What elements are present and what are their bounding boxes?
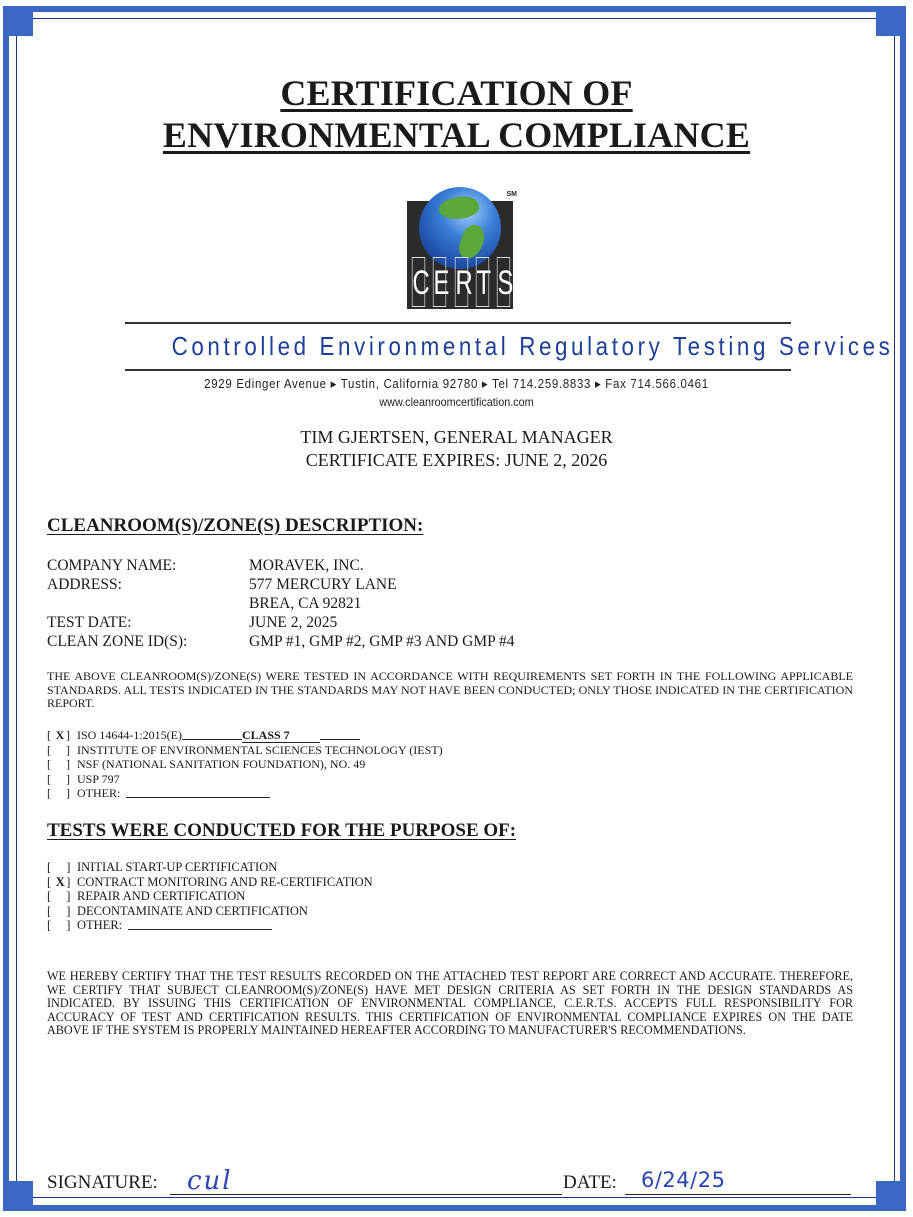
handwritten-date: 6/24/25	[641, 1168, 726, 1192]
field-label: COMPANY NAME:	[47, 557, 177, 574]
other-fill-line	[128, 918, 272, 930]
field-value: 577 MERCURY LANE	[249, 576, 397, 593]
checklist-label: CONTRACT MONITORING AND RE-CERTIFICATION	[77, 874, 373, 889]
checkbox: [ ]	[47, 889, 71, 903]
handwritten-signature: cul	[187, 1166, 233, 1196]
corner-block	[3, 6, 33, 36]
checkbox: [ X ]	[47, 728, 70, 742]
corner-block	[3, 1181, 33, 1211]
check-mark: X	[55, 874, 65, 889]
company-website: www.cleanroomcertification.com	[379, 395, 534, 409]
purpose-checklist	[47, 860, 373, 933]
date-line[interactable]	[625, 1194, 851, 1195]
checklist-item	[47, 904, 373, 919]
checklist-item	[47, 875, 373, 890]
field-row	[47, 556, 515, 575]
checklist-label: INSTITUTE OF ENVIRONMENTAL SCIENCES TECHNOLOGY (IEST)	[77, 743, 443, 758]
standards-paragraph: THE ABOVE CLEANROOM(S)/ZONE(S) WERE TESTED IN ACCORDANCE WITH REQUIREMENTS SET FORTH IN THE FOLLOWING APPLICABLE STANDARDS. ALL TESTS INDICATED IN THE STANDARDS MAY NOT HAVE BEEN CONDUCTED; ONLY THOSE INDICATED IN THE CERTIFICATION REPORT.	[47, 669, 853, 710]
field-label: CLEAN ZONE ID(S):	[47, 633, 188, 650]
logo-letter: E	[433, 257, 446, 307]
checklist-item	[47, 860, 373, 875]
description-fields	[47, 556, 515, 651]
checklist-item	[47, 728, 443, 743]
fill-line	[320, 728, 360, 740]
checklist-label: OTHER:	[77, 918, 123, 932]
checkbox: [ ]	[47, 757, 70, 772]
field-row	[47, 575, 515, 594]
divider	[125, 322, 791, 324]
company-address: 2929 Edinger Avenue ▸ Tustin, California 92780 ▸ Tel 714.259.8833 ▸ Fax 714.566.0461	[204, 376, 709, 391]
field-label: ADDRESS:	[47, 576, 122, 593]
field-row	[47, 632, 515, 651]
checklist-label: NSF (NATIONAL SANITATION FOUNDATION), NO. 49	[77, 757, 366, 772]
service-mark: SM	[506, 191, 517, 198]
continent-shape	[456, 222, 487, 261]
checkbox: [ X]	[47, 874, 71, 889]
checklist-label: REPAIR AND CERTIFICATION	[77, 889, 246, 903]
checklist-item	[47, 743, 443, 757]
class-value: CLASS 7	[242, 728, 320, 743]
other-fill-line	[126, 786, 270, 798]
logo-letter: R	[454, 257, 467, 307]
corner-block	[876, 1181, 906, 1211]
description-heading: CLEANROOM(S)/ZONE(S) DESCRIPTION:	[47, 515, 424, 536]
checklist-item	[47, 918, 373, 933]
divider	[125, 369, 791, 371]
checkbox: [ ]	[47, 918, 71, 932]
checkbox: [ ]	[47, 743, 70, 758]
standards-checklist	[47, 728, 443, 800]
checklist-item	[47, 757, 443, 771]
field-label: TEST DATE:	[47, 614, 132, 631]
certificate-expiry: CERTIFICATE EXPIRES: JUNE 2, 2026	[305, 450, 608, 470]
field-value: BREA, CA 92821	[249, 595, 362, 612]
field-row	[47, 613, 515, 632]
continent-shape	[437, 193, 481, 223]
title-text: ENVIRONMENTAL COMPLIANCE	[162, 115, 751, 155]
field-row	[47, 594, 515, 613]
field-value: JUNE 2, 2025	[249, 614, 338, 631]
title-text: CERTIFICATION OF	[280, 73, 633, 113]
purpose-heading: TESTS WERE CONDUCTED FOR THE PURPOSE OF:	[47, 820, 517, 841]
logo-letter: S	[497, 257, 510, 307]
checklist-label: ISO 14644-1:2015(E)	[77, 728, 182, 742]
checkbox: [ ]	[47, 771, 70, 786]
date-label: DATE:	[563, 1172, 617, 1193]
checkbox: [ ]	[47, 785, 70, 800]
field-label	[47, 594, 249, 613]
field-value: MORAVEK, INC.	[249, 557, 364, 574]
manager-name: TIM GJERTSEN, GENERAL MANAGER	[300, 427, 613, 447]
checklist-item	[47, 889, 373, 904]
logo-letter: T	[476, 257, 489, 307]
checkbox: [ ]	[47, 903, 71, 918]
certs-logo	[407, 183, 517, 311]
checklist-label: DECONTAMINATE AND CERTIFICATION	[77, 903, 308, 918]
corner-block	[876, 6, 906, 36]
checklist-label: USP 797	[77, 771, 120, 786]
checkbox: [ ]	[47, 860, 71, 874]
check-mark: X	[55, 728, 65, 742]
logo-letters	[409, 257, 513, 307]
fill-line	[182, 728, 242, 740]
checklist-item	[47, 786, 443, 800]
certification-paragraph: WE HEREBY CERTIFY THAT THE TEST RESULTS RECORDED ON THE ATTACHED TEST REPORT ARE CORRECT AND ACCURATE. THEREFORE, WE CERTIFY THAT SUBJECT CLEANROOM(S)/ZONE(S) HAVE MET DESIGN CRITERIA AS SET FORTH IN THE DESIGN STANDARDS AS INDICATED. BY ISSUING THIS CERTIFICATION OF ENVIRONMENTAL COMPLIANCE, C.E.R.T.S. ACCEPTS FULL RESPONSIBILITY FOR ACCURACY OF TEST AND CERTIFICATION RESULTS. THIS CERTIFICATION OF ENVIRONMENTAL COMPLIANCE EXPIRES ON THE DATE ABOVE IF THE SYSTEM IS PROPERLY MAINTAINED HEREAFTER ACCORDING TO MANUFACTURER'S RECOMMENDATIONS.	[47, 969, 853, 1037]
document-title-line2	[0, 114, 913, 156]
document-title-line1	[0, 72, 913, 114]
field-value: GMP #1, GMP #2, GMP #3 AND GMP #4	[249, 633, 515, 650]
checklist-item	[47, 772, 443, 786]
checklist-label: OTHER:	[77, 785, 121, 800]
checklist-label: INITIAL START-UP CERTIFICATION	[77, 860, 278, 874]
signature-label: SIGNATURE:	[47, 1172, 158, 1193]
company-full-name: Controlled Environmental Regulatory Testing Services	[171, 331, 894, 361]
logo-letter: C	[412, 257, 425, 307]
